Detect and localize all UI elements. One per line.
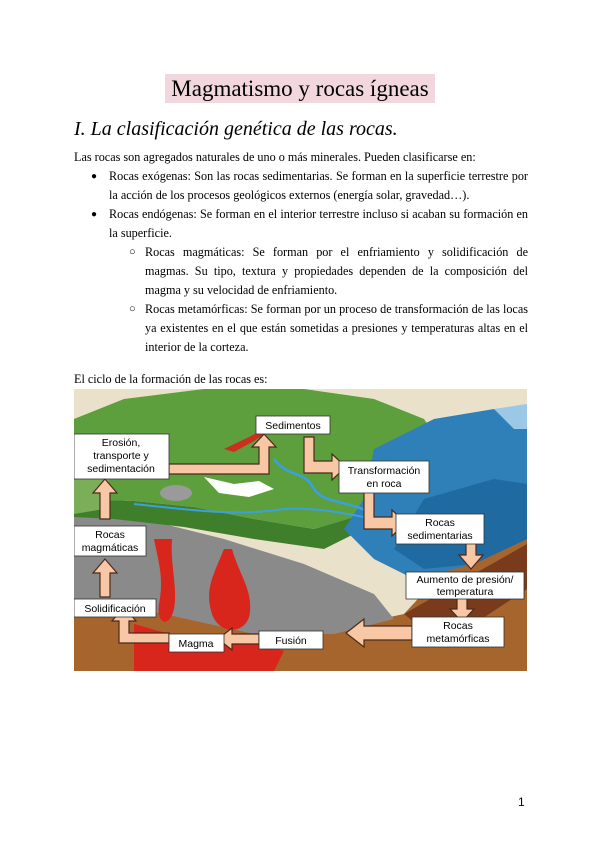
label-magma: Magma (178, 638, 214, 650)
label-erosion-2: transporte y (93, 450, 149, 462)
sublist-item (109, 243, 528, 300)
list-item-text: Rocas exógenas: Son las rocas sedimentarias. Se forman en la superficie terrestre por la acción de los procesos geológicos externos (energía solar, gravedad…). (109, 169, 528, 202)
gray-outcrop (160, 485, 192, 501)
label-erosion-3: sedimentación (87, 463, 155, 475)
label-rocas-magmaticas-2: magmáticas (81, 542, 139, 554)
list-item-text: Rocas endógenas: Se forman en el interior terrestre incluso si acaban su formación en la superficie. (109, 207, 528, 240)
label-rocas-metamorficas-1: Rocas (443, 620, 473, 632)
label-box-solidificacion (74, 599, 156, 617)
rock-classification-list (74, 167, 528, 357)
label-box-transformacion (339, 461, 429, 493)
rock-cycle-diagram (74, 389, 527, 671)
label-box-erosion (74, 434, 169, 479)
label-transformacion-1: Transformación (347, 465, 421, 477)
sublist-item-text: Rocas magmáticas: Se forman por el enfriamiento y solidificación de magmas. Su tipo, textura y propiedades dependen de la composición del magma y su velocidad de enfriamiento. (145, 245, 528, 297)
label-erosion-1: Erosión, (101, 437, 141, 449)
label-box-rocas-sedimentarias (396, 514, 484, 544)
bullet-dot-icon: ● (91, 171, 98, 182)
page-title: Magmatismo y rocas ígneas (165, 74, 434, 103)
page-number: 1 (518, 795, 525, 809)
section-heading: I. La clasificación genética de las rocas. (74, 118, 398, 140)
list-item (74, 205, 528, 357)
label-box-fusion (259, 631, 323, 649)
bullet-circle-icon: ○ (129, 303, 136, 315)
label-fusion: Fusión (275, 635, 307, 647)
label-solidificacion: Solidificación (84, 603, 146, 615)
label-box-aumento (406, 572, 524, 599)
sublist (109, 243, 528, 357)
label-rocas-sedimentarias-2: sedimentarias (407, 530, 473, 542)
label-rocas-magmaticas-1: Rocas (95, 529, 125, 541)
label-box-rocas-magmaticas (74, 526, 146, 556)
cycle-intro: El ciclo de la formación de las rocas es: (74, 372, 268, 386)
sublist-item (109, 300, 528, 357)
label-box-sedimentos (256, 416, 330, 434)
label-aumento-1: Aumento de presión/ (416, 574, 514, 586)
bullet-circle-icon: ○ (129, 246, 136, 258)
list-item (74, 167, 528, 205)
label-transformacion-2: en roca (366, 478, 402, 490)
label-rocas-sedimentarias-1: Rocas (425, 517, 455, 529)
title-wrapper (0, 74, 600, 103)
label-rocas-metamorficas-2: metamórficas (426, 633, 490, 645)
sublist-item-text: Rocas metamórficas: Se forman por un proceso de transformación de las locas ya existentes en el que están sometidas a presiones y temperaturas altas en el interior de la corteza. (145, 302, 528, 354)
intro-paragraph: Las rocas son agregados naturales de uno o más minerales. Pueden clasificarse en: (74, 150, 476, 164)
bullet-dot-icon: ● (91, 209, 98, 220)
label-box-magma (169, 634, 224, 652)
label-box-rocas-metamorficas (412, 617, 504, 647)
label-aumento-2: temperatura (436, 586, 494, 598)
label-sedimentos: Sedimentos (265, 420, 321, 432)
